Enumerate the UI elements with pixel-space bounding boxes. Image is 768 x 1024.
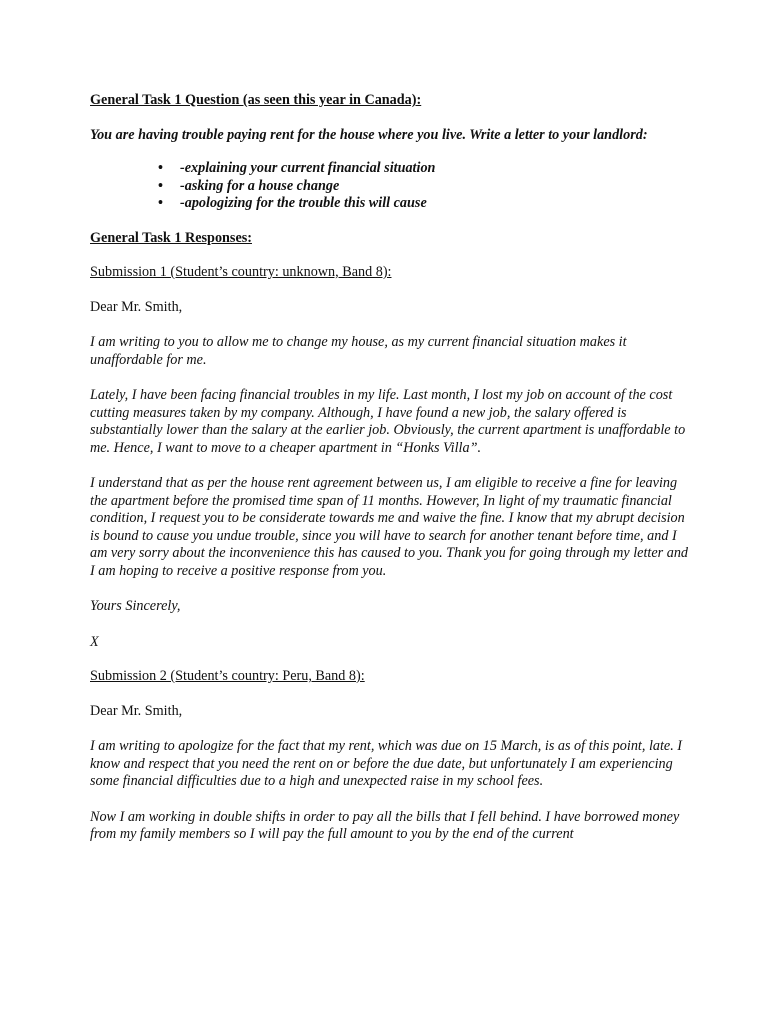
submission-1-paragraph: Lately, I have been facing financial troubles in my life. Last month, I lost my job on account of the cost cutting measures taken by my company. Although, I have found a new job, the salary offered is substantially lower than the salary at the earlier job. Obviously, the current apartment is unaffordable to me. Hence, I want to move to a cheaper apartment in “Honks Villa”. bbox=[90, 387, 686, 456]
question-prompt: You are having trouble paying rent for the house where you live. Write a letter to your landlord: bbox=[90, 126, 648, 143]
document-page bbox=[90, 92, 690, 844]
submission-1-paragraph: I understand that as per the house rent agreement between us, I am eligible to receive a fine for leaving the apartment before the promised time span of 11 months. However, In light of my traumatic financial condition, I request you to be considerate towards me and waive the fine. I know that my abrupt decision is bound to cause you undue trouble, since you will have to search for another tenant before time, and I am very sorry about the inconvenience this has caused to you. Thank you for going through my letter and I am hoping to receive a positive response from you. bbox=[90, 475, 689, 579]
bullet-icon: • bbox=[158, 160, 163, 176]
bullet-text: -asking for a house change bbox=[180, 177, 340, 194]
question-heading: General Task 1 Question (as seen this year in Canada): bbox=[90, 92, 422, 108]
bullet-icon: • bbox=[158, 177, 163, 194]
responses-heading: General Task 1 Responses: bbox=[90, 229, 252, 246]
question-bullet-list bbox=[90, 160, 690, 213]
submission-1-paragraph: I am writing to you to allow me to change my house, as my current financial situation makes it unaffordable for me. bbox=[90, 334, 627, 368]
bullet-icon: • bbox=[158, 195, 163, 211]
submission-2-paragraph: Now I am working in double shifts in order to pay all the bills that I fell behind. I have borrowed money from my family members so I will pay the full amount to you by the end of the current bbox=[90, 808, 680, 842]
bullet-text: -apologizing for the trouble this will cause bbox=[180, 195, 427, 211]
submission-1-label: Submission 1 (Student’s country: unknown, Band 8): bbox=[90, 264, 392, 280]
submission-2-label: Submission 2 (Student’s country: Peru, Band 8): bbox=[90, 668, 365, 684]
submission-1-salutation: Dear Mr. Smith, bbox=[90, 298, 183, 315]
list-item bbox=[90, 160, 690, 178]
bullet-text: -explaining your current financial situation bbox=[180, 160, 436, 176]
submission-2-paragraph: I am writing to apologize for the fact that my rent, which was due on 15 March, is as of this point, late. I know and respect that you need the rent on or before the due date, but unfortunately I am experiencing some financial difficulties due to a high and unexpected raise in my school fees. bbox=[90, 738, 683, 789]
list-item bbox=[90, 178, 690, 196]
submission-1-signature: X bbox=[90, 633, 99, 650]
submission-2-salutation: Dear Mr. Smith, bbox=[90, 702, 183, 719]
list-item bbox=[90, 195, 690, 213]
submission-1-closing: Yours Sincerely, bbox=[90, 598, 181, 614]
